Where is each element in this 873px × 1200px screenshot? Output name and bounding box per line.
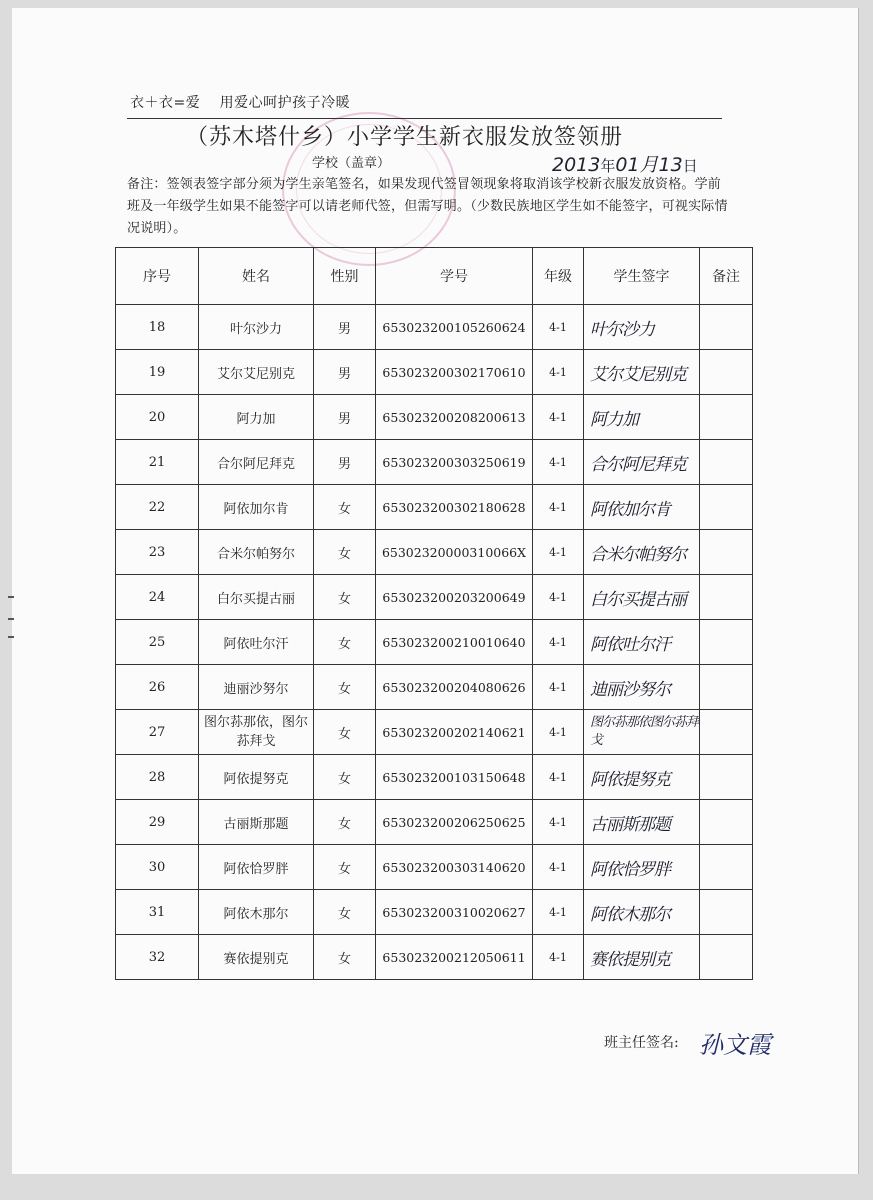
cell-gender: 女 <box>314 485 376 530</box>
cell-no: 27 <box>116 710 199 755</box>
cell-name: 阿依加尔肯 <box>199 485 314 530</box>
cell-remark <box>700 485 753 530</box>
cell-signature: 阿依木那尔 <box>584 890 700 935</box>
table-row <box>116 800 753 845</box>
table-row <box>116 305 753 350</box>
scan-edge-mark <box>8 636 14 638</box>
scan-edge-mark <box>8 596 14 598</box>
cell-student-id: 653023200210010640 <box>376 620 533 665</box>
cell-remark <box>700 395 753 440</box>
cell-grade: 4-1 <box>533 350 584 395</box>
cell-remark <box>700 530 753 575</box>
cell-student-id: 653023200310020627 <box>376 890 533 935</box>
cell-student-id: 653023200208200613 <box>376 395 533 440</box>
cell-no: 22 <box>116 485 199 530</box>
header-remark: 备注 <box>700 248 753 305</box>
header-rule <box>127 118 722 119</box>
cell-no: 26 <box>116 665 199 710</box>
cell-name: 阿依提努克 <box>199 755 314 800</box>
cell-remark <box>700 305 753 350</box>
cell-no: 19 <box>116 350 199 395</box>
table-row <box>116 665 753 710</box>
header-name: 姓名 <box>199 248 314 305</box>
scan-edge-mark <box>8 618 14 620</box>
cell-remark <box>700 755 753 800</box>
header-gender: 性别 <box>314 248 376 305</box>
cell-grade: 4-1 <box>533 575 584 620</box>
cell-no: 29 <box>116 800 199 845</box>
cell-name: 图尔荪那依，图尔荪拜戈 <box>199 710 314 755</box>
cell-remark <box>700 440 753 485</box>
cell-signature: 古丽斯那题 <box>584 800 700 845</box>
cell-name: 赛依提别克 <box>199 935 314 980</box>
cell-name: 艾尔艾尼别克 <box>199 350 314 395</box>
cell-remark <box>700 665 753 710</box>
cell-name: 叶尔沙力 <box>199 305 314 350</box>
cell-name: 阿依恰罗胖 <box>199 845 314 890</box>
table-row <box>116 710 753 755</box>
cell-signature: 阿依加尔肯 <box>584 485 700 530</box>
cell-remark <box>700 845 753 890</box>
cell-gender: 男 <box>314 305 376 350</box>
cell-gender: 女 <box>314 710 376 755</box>
cell-grade: 4-1 <box>533 620 584 665</box>
date-month-day: 01月13 <box>615 154 683 176</box>
cell-gender: 女 <box>314 755 376 800</box>
cell-name: 阿依吐尔汗 <box>199 620 314 665</box>
cell-student-id: 65302320000310066X <box>376 530 533 575</box>
cell-name: 阿力加 <box>199 395 314 440</box>
teacher-signature-label: 班主任签名: <box>604 1035 679 1051</box>
cell-signature: 阿依恰罗胖 <box>584 845 700 890</box>
cell-no: 20 <box>116 395 199 440</box>
cell-name: 阿依木那尔 <box>199 890 314 935</box>
cell-grade: 4-1 <box>533 395 584 440</box>
cell-student-id: 653023200103150648 <box>376 755 533 800</box>
header-grade: 年级 <box>533 248 584 305</box>
slogan: 衣＋衣=爱 用爱心呵护孩子冷暖 <box>130 95 351 111</box>
cell-grade: 4-1 <box>533 485 584 530</box>
table-row <box>116 845 753 890</box>
cell-name: 迪丽沙努尔 <box>199 665 314 710</box>
cell-remark <box>700 935 753 980</box>
cell-student-id: 653023200302170610 <box>376 350 533 395</box>
cell-gender: 女 <box>314 935 376 980</box>
cell-student-id: 653023200303140620 <box>376 845 533 890</box>
page-title: （苏木塔什乡）小学学生新衣服发放签领册 <box>186 125 624 150</box>
cell-student-id: 653023200212050611 <box>376 935 533 980</box>
cell-name: 合尔阿尼拜克 <box>199 440 314 485</box>
cell-gender: 男 <box>314 395 376 440</box>
teacher-signature: 孙文霞 <box>699 1031 771 1059</box>
cell-gender: 男 <box>314 440 376 485</box>
cell-no: 32 <box>116 935 199 980</box>
table-header-row <box>116 248 753 305</box>
cell-gender: 女 <box>314 665 376 710</box>
table-row <box>116 620 753 665</box>
cell-grade: 4-1 <box>533 935 584 980</box>
cell-gender: 男 <box>314 350 376 395</box>
cell-no: 31 <box>116 890 199 935</box>
date-day-char: 日 <box>682 157 698 175</box>
cell-gender: 女 <box>314 845 376 890</box>
cell-student-id: 653023200303250619 <box>376 440 533 485</box>
table-row <box>116 935 753 980</box>
cell-grade: 4-1 <box>533 710 584 755</box>
cell-grade: 4-1 <box>533 530 584 575</box>
header-signature: 学生签字 <box>584 248 700 305</box>
cell-no: 18 <box>116 305 199 350</box>
table-row <box>116 485 753 530</box>
table-row <box>116 755 753 800</box>
cell-remark <box>700 350 753 395</box>
table-row <box>116 575 753 620</box>
cell-name: 合米尔帕努尔 <box>199 530 314 575</box>
cell-signature: 白尔买提古丽 <box>584 575 700 620</box>
cell-grade: 4-1 <box>533 800 584 845</box>
cell-student-id: 653023200203200649 <box>376 575 533 620</box>
cell-no: 24 <box>116 575 199 620</box>
cell-student-id: 653023200204080626 <box>376 665 533 710</box>
cell-gender: 女 <box>314 890 376 935</box>
header-student-id: 学号 <box>376 248 533 305</box>
cell-gender: 女 <box>314 530 376 575</box>
cell-signature: 图尔荪那依图尔荪拜戈 <box>584 710 700 755</box>
cell-name: 白尔买提古丽 <box>199 575 314 620</box>
remark-note: 备注：签领表签字部分须为学生亲笔签名，如果发现代签冒领现象将取消该学校新衣服发放资格。学前班及一年级学生如果不能签字可以请老师代签，但需写明。（少数民族地区学生如不能签字，可视实际情况说明）。 <box>127 177 728 236</box>
cell-no: 28 <box>116 755 199 800</box>
table-row <box>116 530 753 575</box>
table-row <box>116 890 753 935</box>
cell-no: 23 <box>116 530 199 575</box>
cell-no: 30 <box>116 845 199 890</box>
student-roster-table <box>115 247 753 980</box>
cell-remark <box>700 575 753 620</box>
cell-grade: 4-1 <box>533 665 584 710</box>
cell-signature: 赛依提别克 <box>584 935 700 980</box>
cell-remark <box>700 890 753 935</box>
cell-remark <box>700 710 753 755</box>
cell-remark <box>700 800 753 845</box>
cell-signature: 迪丽沙努尔 <box>584 665 700 710</box>
school-seal-label: 学校（盖章） <box>312 156 391 171</box>
date-year-char: 年 <box>600 157 616 175</box>
date-year: 2013 <box>552 154 601 176</box>
table-row <box>116 350 753 395</box>
table-row <box>116 395 753 440</box>
cell-student-id: 653023200105260624 <box>376 305 533 350</box>
cell-gender: 女 <box>314 620 376 665</box>
cell-student-id: 653023200202140621 <box>376 710 533 755</box>
cell-grade: 4-1 <box>533 890 584 935</box>
cell-student-id: 653023200302180628 <box>376 485 533 530</box>
cell-gender: 女 <box>314 800 376 845</box>
cell-signature: 合尔阿尼拜克 <box>584 440 700 485</box>
cell-grade: 4-1 <box>533 755 584 800</box>
cell-signature: 阿依吐尔汗 <box>584 620 700 665</box>
cell-name: 古丽斯那题 <box>199 800 314 845</box>
cell-grade: 4-1 <box>533 845 584 890</box>
cell-signature: 阿力加 <box>584 395 700 440</box>
cell-signature: 阿依提努克 <box>584 755 700 800</box>
table-row <box>116 440 753 485</box>
cell-gender: 女 <box>314 575 376 620</box>
cell-grade: 4-1 <box>533 305 584 350</box>
cell-student-id: 653023200206250625 <box>376 800 533 845</box>
handwritten-date <box>552 150 698 177</box>
cell-signature: 叶尔沙力 <box>584 305 700 350</box>
cell-signature: 艾尔艾尼别克 <box>584 350 700 395</box>
cell-no: 21 <box>116 440 199 485</box>
cell-remark <box>700 620 753 665</box>
header-no: 序号 <box>116 248 199 305</box>
cell-grade: 4-1 <box>533 440 584 485</box>
cell-signature: 合米尔帕努尔 <box>584 530 700 575</box>
cell-no: 25 <box>116 620 199 665</box>
